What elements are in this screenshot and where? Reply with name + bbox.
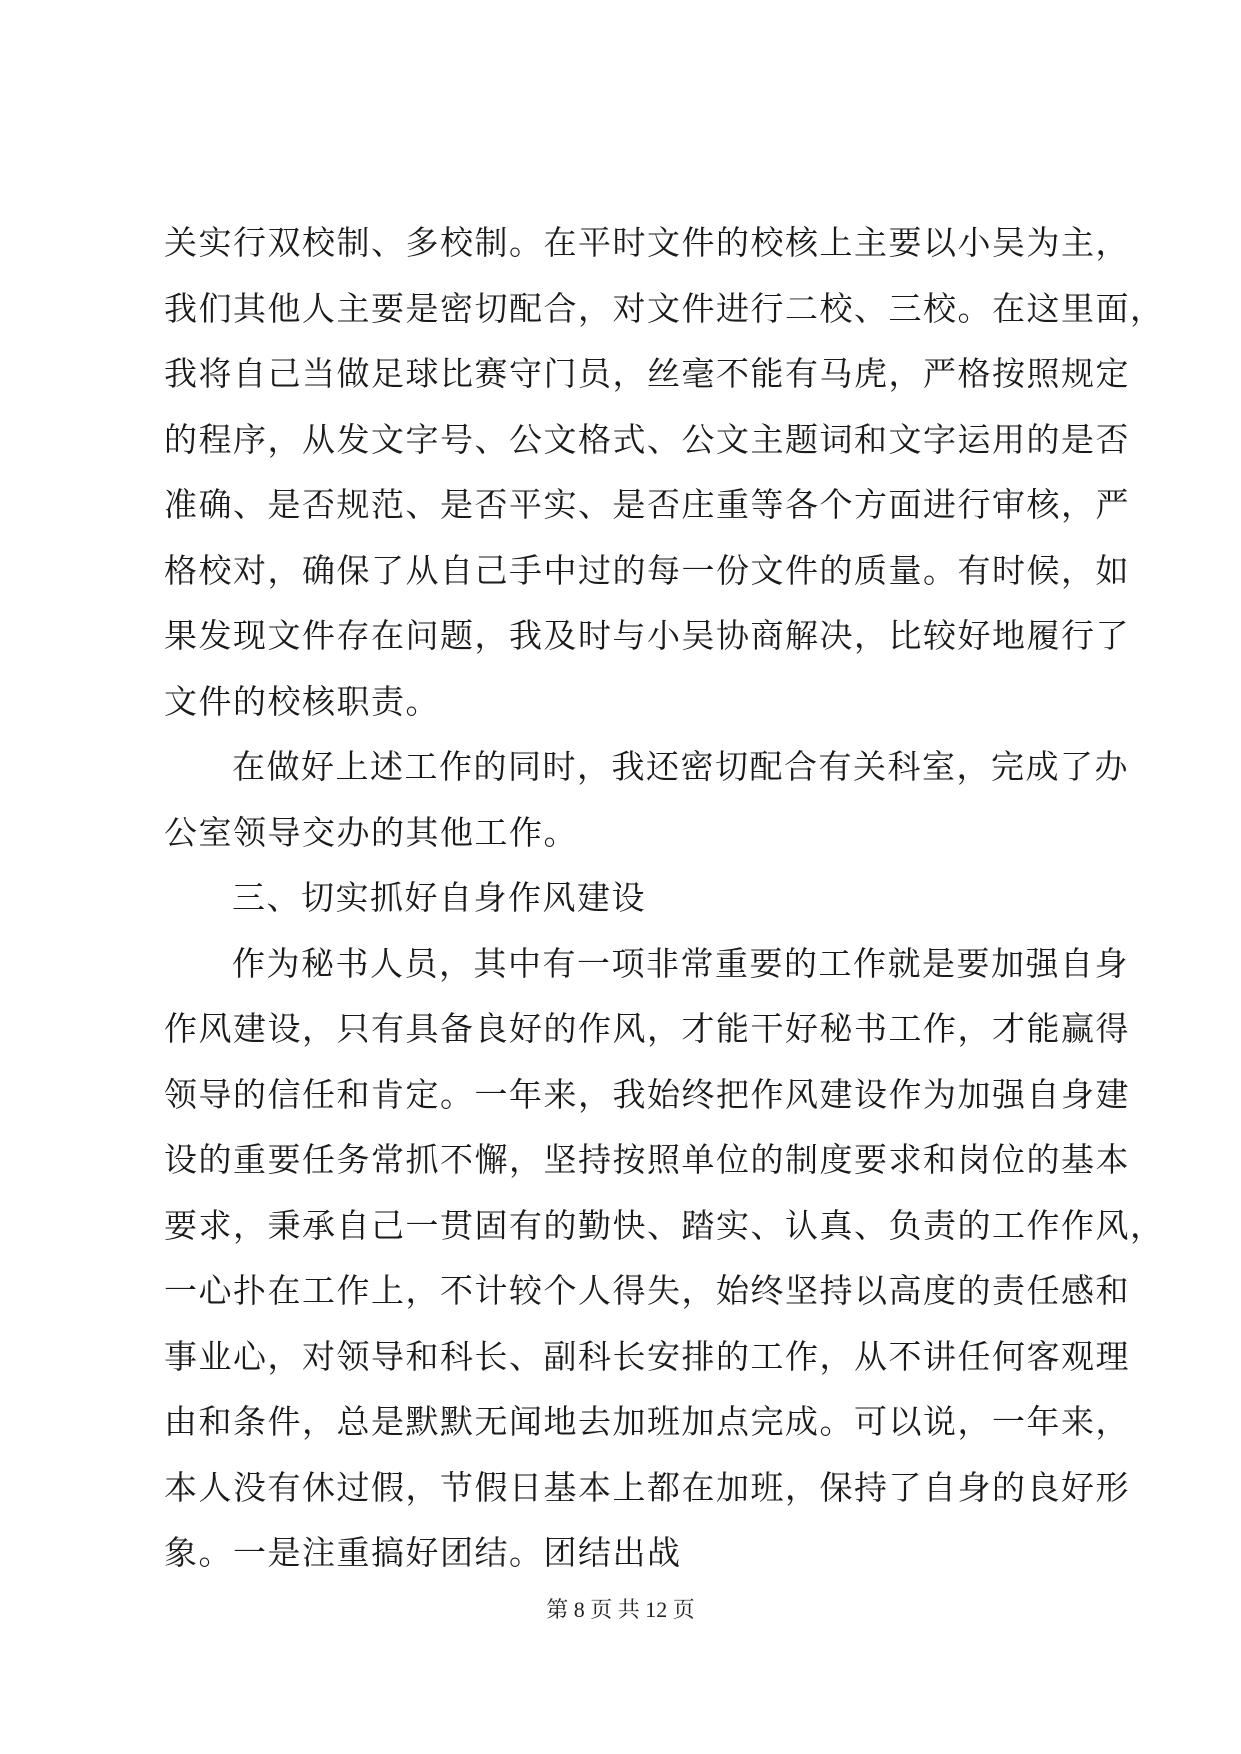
text-line: 领导的信任和肯定。一年来，我始终把作风建设作为加强自身建 [164,1074,1130,1114]
text-line: 我们其他人主要是密切配合，对文件进行二校、三校。在这里面， [164,288,1165,328]
text-line: 我将自己当做足球比赛守门员，丝毫不能有马虎，严格按照规定 [164,354,1130,393]
text-line: 格校对，确保了从自己手中过的每一份文件的质量。有时候，如 [164,550,1130,590]
text-line: 一心扑在工作上，不计较个人得失，始终坚持以高度的责任感和 [164,1271,1130,1310]
text-line: 文件的校核职责。 [164,681,440,721]
text-line: 在做好上述工作的同时，我还密切配合有关科室，完成了办 [232,747,1129,786]
section-heading: 三、切实抓好自身作风建设 [232,878,646,917]
text-line: 事业心，对领导和科长、副科长安排的工作，从不讲任何客观理 [164,1336,1130,1376]
document-body [164,210,1165,1586]
text-line: 本人没有休过假，节假日基本上都在加班，保持了自身的良好形 [164,1467,1130,1507]
text-line: 准确、是否规范、是否平实、是否庄重等各个方面进行审核，严 [164,485,1130,524]
text-line: 公室领导交办的其他工作。 [164,812,578,852]
text-line: 象。一是注重搞好团结。团结出战 [164,1533,682,1572]
text-line: 关实行双校制、多校制。在平时文件的校核上主要以小吴为主， [164,223,1130,262]
text-line: 果发现文件存在问题，我及时与小吴协商解决，比较好地履行了 [164,616,1130,655]
text-line: 作风建设，只有具备良好的作风，才能干好秘书工作，才能赢得 [164,1009,1130,1048]
text-line: 作为秘书人员，其中有一项非常重要的工作就是要加强自身 [232,943,1129,983]
text-line: 设的重要任务常抓不懈，坚持按照单位的制度要求和岗位的基本 [164,1140,1130,1179]
text-line: 要求，秉承自己一贯固有的勤快、踏实、认真、负责的工作作风， [164,1205,1165,1245]
text-line: 的程序，从发文字号、公文格式、公文主题词和文字运用的是否 [164,419,1130,459]
page-number-footer: 第 8 页 共 12 页 [546,1597,695,1622]
text-line: 由和条件，总是默默无闻地去加班加点完成。可以说，一年来， [164,1402,1130,1441]
